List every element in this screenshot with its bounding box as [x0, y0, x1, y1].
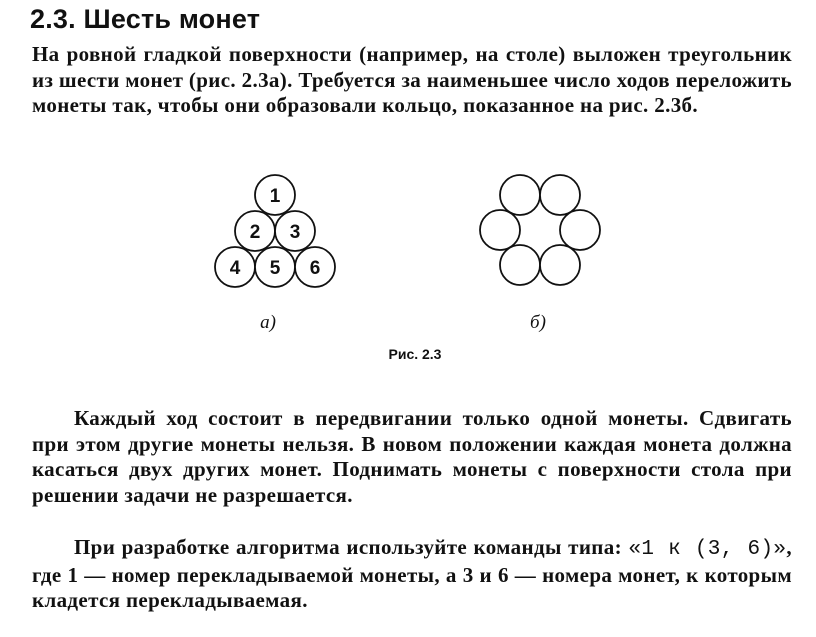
coin-5-number: 5	[269, 258, 281, 279]
rules-paragraph: Каждый ход состоит в передвигании только одной монеты. Сдвигать при этом другие монеты нельзя. В новом положении каждая монета должна касаться двух других монет. Поднимать монеты с поверхности стола при решении задачи не разрешается.	[32, 406, 792, 507]
panel-a-label: а)	[260, 312, 276, 333]
ring-coin	[500, 175, 540, 215]
coin-2	[235, 211, 275, 251]
coin-2-number: 2	[249, 222, 261, 243]
coin-4	[215, 247, 255, 287]
coin-5	[255, 247, 295, 287]
section-title: 2.3. Шесть монет	[30, 4, 261, 34]
ring-coin	[500, 245, 540, 285]
panel-b-ring	[480, 175, 600, 333]
panel-b-label: б)	[530, 312, 546, 333]
coin-1	[255, 175, 295, 215]
ring-coin	[480, 210, 520, 250]
coin-6-number: 6	[309, 258, 321, 279]
intro-paragraph: На ровной гладкой поверхности (например, на столе) выложен треугольник из шести монет (рис. 2.3а). Требуется за наименьшее число ходов переложить монеты так, чтобы они образовали кольцо, показанное на рис. 2.3б.	[32, 42, 792, 117]
hint-text-after: , где 1 — номер перекладываемой монеты, а 3 и 6 — номера монет, к которым кладется перекладываемая.	[32, 535, 792, 612]
panel-a-triangle	[215, 175, 335, 333]
hint-text-before: При разработке алгоритма используйте команды типа:	[74, 535, 629, 559]
command-example: «1 к (3, 6)»	[628, 538, 787, 561]
coin-4-number: 4	[229, 258, 241, 279]
ring-coin	[540, 175, 580, 215]
coin-1-number: 1	[269, 186, 281, 207]
coin-3	[275, 211, 315, 251]
figure-caption: Рис. 2.3	[388, 346, 442, 362]
coin-6	[295, 247, 335, 287]
hint-paragraph	[32, 535, 792, 614]
coin-3-number: 3	[289, 222, 301, 243]
ring-coin	[540, 245, 580, 285]
ring-coin	[560, 210, 600, 250]
